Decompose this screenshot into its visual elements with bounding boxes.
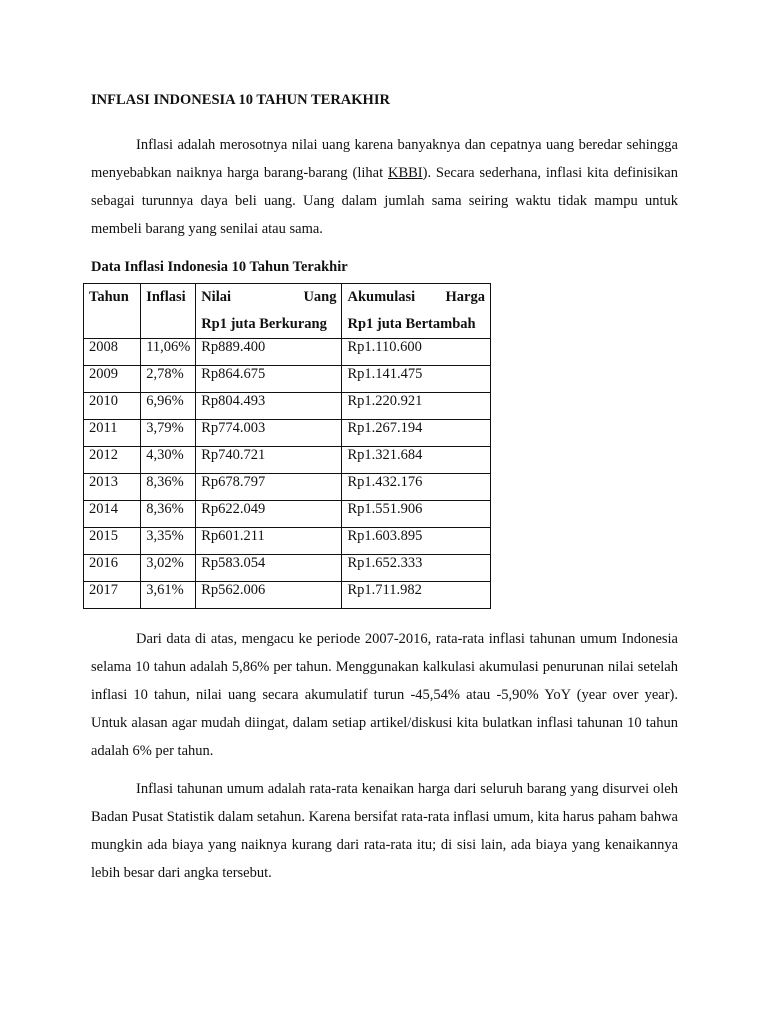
- header-inflation: [141, 284, 196, 339]
- table-row: [84, 582, 491, 609]
- header-accum-word2: Harga: [445, 289, 485, 305]
- cell-value: Rp864.675: [196, 366, 342, 393]
- cell-value: Rp774.003: [196, 420, 342, 447]
- cell-accum: Rp1.652.333: [342, 555, 491, 582]
- analysis-paragraph: Dari data di atas, mengacu ke periode 2007-2016, rata-rata inflasi tahunan umum Indonesia selama 10 tahun adalah 5,86% per tahun. Menggunakan kalkulasi akumulasi penurunan nilai setelah inflasi 10 tahun, nilai uang secara akumulatif turun -45,54% atau -5,90% YoY (year over year). Untuk alasan agar mudah diingat, dalam setiap artikel/diskusi kita bulatkan inflasi tahunan 10 tahun adalah 6% per tahun.: [91, 631, 678, 759]
- cell-accum: Rp1.321.684: [342, 447, 491, 474]
- cell-inflation: 3,02%: [141, 555, 196, 582]
- table-caption: Data Inflasi Indonesia 10 Tahun Terakhir: [91, 259, 348, 275]
- cell-inflation: 4,30%: [141, 447, 196, 474]
- cell-accum: Rp1.141.475: [342, 366, 491, 393]
- cell-year: 2012: [84, 447, 141, 474]
- cell-inflation: 8,36%: [141, 474, 196, 501]
- cell-year: 2009: [84, 366, 141, 393]
- cell-inflation: 11,06%: [141, 339, 196, 366]
- header-inflation-label: Inflasi: [146, 289, 186, 305]
- cell-value: Rp678.797: [196, 474, 342, 501]
- table-row: [84, 447, 491, 474]
- table-row: [84, 366, 491, 393]
- header-accumulated: [342, 284, 491, 339]
- cell-value: Rp622.049: [196, 501, 342, 528]
- cell-inflation: 3,35%: [141, 528, 196, 555]
- cell-accum: Rp1.551.906: [342, 501, 491, 528]
- cell-accum: Rp1.711.982: [342, 582, 491, 609]
- cell-inflation: 3,79%: [141, 420, 196, 447]
- kbbi-link[interactable]: KBBI: [387, 165, 423, 181]
- header-value-line1: [201, 284, 336, 311]
- document-title: INFLASI INDONESIA 10 TAHUN TERAKHIR: [91, 92, 390, 108]
- cell-inflation: 2,78%: [141, 366, 196, 393]
- header-value-word1: Nilai: [201, 289, 231, 305]
- intro-text-start: Inflasi adalah merosotnya nilai uang karena banyaknya dan cepatnya uang beredar sehingga menyebabkan naiknya harga barang-barang (lihat: [91, 137, 678, 181]
- table-row: [84, 474, 491, 501]
- table-row: [84, 420, 491, 447]
- header-accum-word1: Akumulasi: [347, 289, 416, 305]
- header-year: [84, 284, 141, 339]
- cell-year: 2015: [84, 528, 141, 555]
- table-row: [84, 339, 491, 366]
- explanation-paragraph: Inflasi tahunan umum adalah rata-rata kenaikan harga dari seluruh barang yang disurvei oleh Badan Pusat Statistik dalam setahun. Karena bersifat rata-rata inflasi umum, kita harus paham bahwa mungkin ada biaya yang naiknya kurang dari rata-rata itu; di sisi lain, ada biaya yang kenaikannya lebih besar dari angka tersebut.: [91, 781, 678, 881]
- table-row: [84, 393, 491, 420]
- cell-year: 2011: [84, 420, 141, 447]
- cell-inflation: 8,36%: [141, 501, 196, 528]
- table-row: [84, 528, 491, 555]
- intro-paragraph: [91, 131, 678, 243]
- header-year-label: Tahun: [89, 289, 129, 305]
- cell-value: Rp740.721: [196, 447, 342, 474]
- header-value-word2: Uang: [303, 289, 337, 305]
- inflation-table: [83, 283, 491, 609]
- table-header-row: [84, 284, 491, 339]
- cell-year: 2010: [84, 393, 141, 420]
- cell-year: 2014: [84, 501, 141, 528]
- cell-value: Rp601.211: [196, 528, 342, 555]
- table-row: [84, 555, 491, 582]
- header-accum-line2: Rp1 juta Bertambah: [347, 316, 476, 332]
- cell-year: 2016: [84, 555, 141, 582]
- cell-value: Rp889.400: [196, 339, 342, 366]
- table-row: [84, 501, 491, 528]
- cell-accum: Rp1.220.921: [342, 393, 491, 420]
- cell-year: 2008: [84, 339, 141, 366]
- intro-text-end: ). Secara sederhana, inflasi kita definisikan sebagai turunnya daya beli uang. Uang dalam jumlah sama seiring waktu tidak mampu untuk membeli barang yang senilai atau sama.: [91, 165, 678, 237]
- cell-value: Rp562.006: [196, 582, 342, 609]
- cell-inflation: 6,96%: [141, 393, 196, 420]
- cell-accum: Rp1.110.600: [342, 339, 491, 366]
- cell-value: Rp583.054: [196, 555, 342, 582]
- cell-inflation: 3,61%: [141, 582, 196, 609]
- cell-accum: Rp1.603.895: [342, 528, 491, 555]
- header-accum-line1: [347, 284, 485, 311]
- cell-accum: Rp1.267.194: [342, 420, 491, 447]
- cell-year: 2013: [84, 474, 141, 501]
- cell-year: 2017: [84, 582, 141, 609]
- cell-value: Rp804.493: [196, 393, 342, 420]
- cell-accum: Rp1.432.176: [342, 474, 491, 501]
- header-value-line2: Rp1 juta Berkurang: [201, 316, 327, 332]
- header-value-lost: [196, 284, 342, 339]
